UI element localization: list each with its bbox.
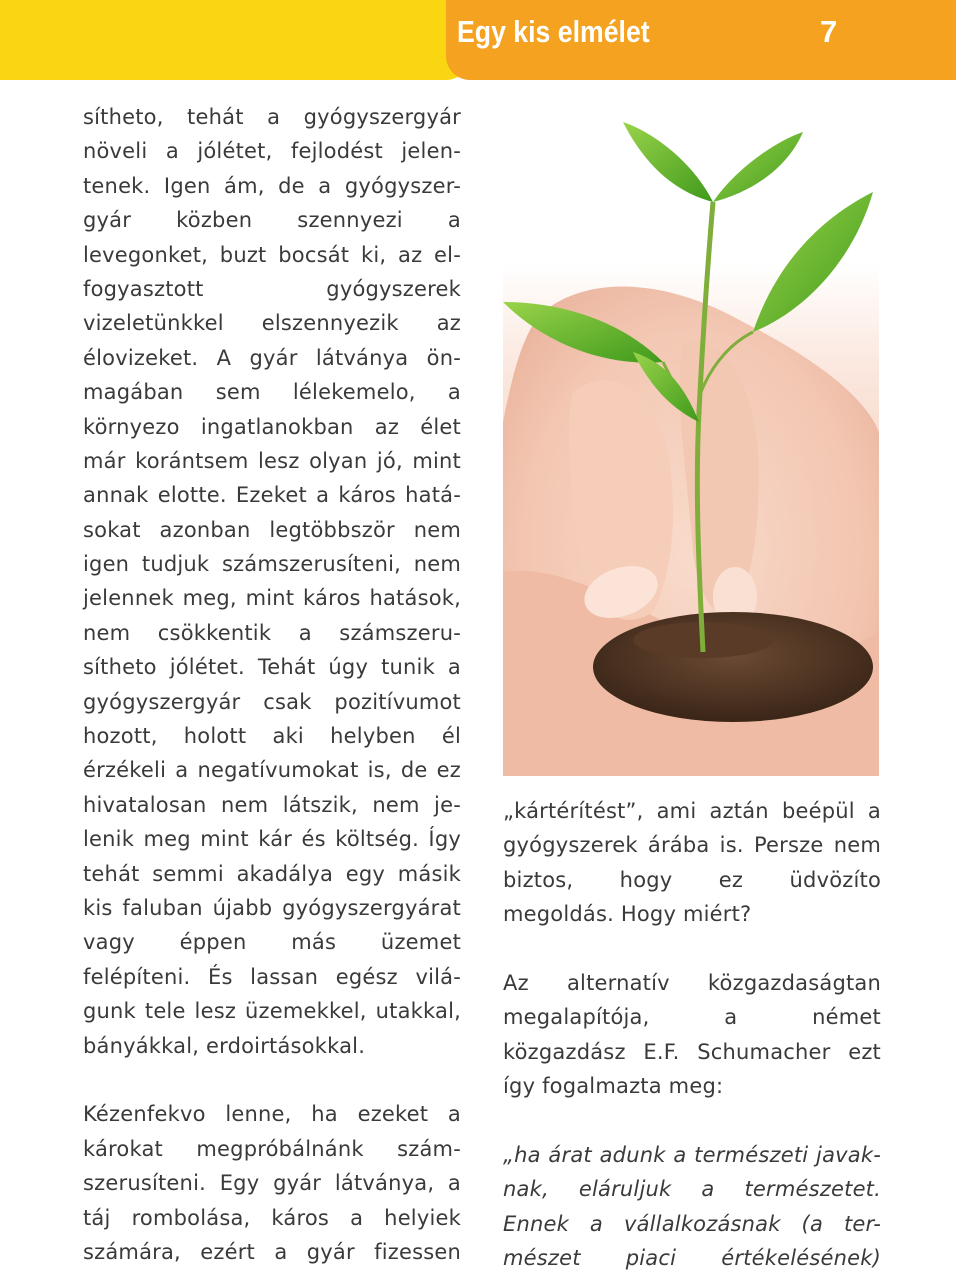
quote-line: Ennek a vállalkozásnak (a ter- — [503, 1211, 881, 1236]
section-title: Egy kis elmélet — [457, 14, 650, 49]
text-line: szerusíteni. Egy gyár látványa, a — [83, 1171, 461, 1196]
text-line: megoldás. Hogy miért? — [503, 902, 752, 927]
text-line: élovizeket. A gyár látványa ön- — [83, 345, 461, 370]
text-line: nem csökkentik a számszeru- — [83, 620, 461, 645]
text-line: felépíteni. És lassan egész vilá- — [83, 964, 461, 989]
text-line: jelennek meg, mint káros hatások, — [83, 586, 461, 611]
paragraph-gap — [83, 1063, 461, 1097]
text-line: fogyasztott gyógyszerek — [83, 276, 461, 301]
text-line: már korántsem lesz olyan jó, mint — [83, 448, 461, 473]
text-line: hivatalosan nem látszik, nem je- — [83, 792, 461, 817]
right-text-column — [503, 794, 881, 1275]
text-line: levegonket, buzt bocsát ki, az el- — [83, 242, 461, 267]
quote-line: „ha árat adunk a természeti javak- — [503, 1142, 881, 1167]
text-line: érzékeli a negatívumokat is, de ez — [83, 758, 461, 783]
text-line: táj rombolása, káros a helyiek — [83, 1205, 461, 1230]
text-line: számára, ezért a gyár fizessen — [83, 1239, 461, 1264]
text-line: tehát semmi akadálya egy másik — [83, 861, 461, 886]
text-line: lenik meg mint kár és költség. Így — [83, 827, 461, 852]
page-number: 7 — [820, 14, 838, 49]
text-line: tenek. Igen ám, de a gyógyszer- — [83, 173, 461, 198]
text-line: gyógyszergyár csak pozitívumot — [83, 689, 461, 714]
text-line: gunk tele lesz üzemekkel, utakkal, — [83, 999, 461, 1024]
text-line: „kártérítést”, ami aztán beépül a — [503, 799, 881, 823]
seedling-illustration — [503, 92, 879, 776]
paragraph-gap — [503, 1104, 881, 1138]
header-yellow-band — [0, 0, 470, 80]
text-line: megalapítója, a német — [503, 1005, 881, 1030]
text-line: Kézenfekvo lenne, ha ezeket a — [83, 1102, 461, 1127]
text-line: bányákkal, erdoirtásokkal. — [83, 1033, 366, 1058]
seedling-in-hands-photo — [503, 92, 879, 776]
text-line: magában sem lélekemelo, a — [83, 380, 461, 405]
schumacher-quote — [503, 1138, 881, 1275]
paragraph-gap — [503, 932, 881, 966]
text-line: sokat azonban legtöbbször nem — [83, 517, 461, 542]
text-line: közgazdász E.F. Schumacher ezt — [503, 1039, 881, 1064]
text-line: gyógyszerek árába is. Persze nem — [503, 833, 881, 858]
text-line: annak elotte. Ezeket a káros hatá- — [83, 483, 461, 508]
text-line: Az alternatív közgazdaságtan — [503, 970, 881, 995]
text-line: vagy éppen más üzemet — [83, 930, 461, 955]
text-line: igen tudjuk számszerusíteni, nem — [83, 552, 461, 577]
quote-line: nak, eláruljuk a természetet. — [503, 1177, 881, 1202]
text-line: növeli a jólétet, fejlodést jelen- — [83, 139, 461, 164]
text-line: károkat megpróbálnánk szám- — [83, 1136, 461, 1161]
text-line: sítheto, tehát a gyógyszergyár — [83, 105, 461, 129]
quote-line: mészet piaci értékelésének) — [503, 1246, 881, 1271]
text-line: kis faluban újabb gyógyszergyárat — [83, 895, 461, 920]
text-line: biztos, hogy ez üdvözíto — [503, 867, 881, 892]
text-line: így fogalmazta meg: — [503, 1074, 724, 1099]
text-line: hozott, holott aki helyben él — [83, 724, 461, 749]
text-line: gyár közben szennyezi a — [83, 208, 461, 233]
text-line: környezo ingatlanokban az élet — [83, 414, 461, 439]
text-line: vizeletünkkel elszennyezik az — [83, 311, 461, 336]
text-line: sítheto jólétet. Tehát úgy tunik a — [83, 655, 461, 680]
left-text-column — [83, 100, 461, 1269]
